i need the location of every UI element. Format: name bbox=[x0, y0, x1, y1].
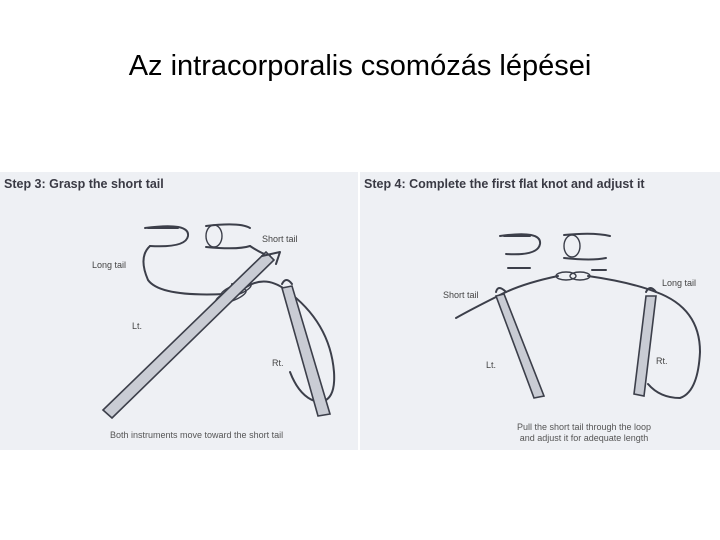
right-instrument bbox=[634, 288, 656, 396]
step-4-caption-line-1: Pull the short tail through the loop bbox=[516, 422, 652, 432]
long-tail-label: Long tail bbox=[662, 278, 697, 288]
step-4-caption-line-2: and adjust it for adequate length bbox=[519, 433, 649, 443]
tissue-stitch bbox=[145, 224, 250, 248]
left-instrument-label: Lt. bbox=[132, 321, 143, 331]
right-instrument-label: Rt. bbox=[272, 358, 284, 368]
left-instrument bbox=[103, 252, 280, 418]
flat-knot bbox=[556, 272, 590, 280]
short-tail-label: Short tail bbox=[262, 234, 298, 244]
step-3-caption: Both instruments move toward the short tail bbox=[110, 430, 284, 440]
left-instrument-label: Lt. bbox=[486, 360, 497, 370]
slide-title: Az intracorporalis csomózás lépései bbox=[128, 50, 592, 82]
step-3-illustration bbox=[0, 172, 358, 450]
step-3-panel bbox=[0, 172, 358, 450]
step-4-panel bbox=[360, 172, 720, 450]
step-4-illustration bbox=[360, 172, 720, 450]
step-4-caption bbox=[502, 422, 666, 444]
short-tail-label: Short tail bbox=[443, 290, 479, 300]
long-tail-suture bbox=[143, 246, 233, 294]
tissue-stitch bbox=[500, 234, 610, 270]
step-4-header: Step 4: Complete the first flat knot and adjust it bbox=[364, 177, 645, 191]
long-tail-label: Long tail bbox=[92, 260, 127, 270]
right-instrument-label: Rt. bbox=[656, 356, 668, 366]
left-instrument bbox=[496, 288, 544, 398]
step-3-header: Step 3: Grasp the short tail bbox=[4, 177, 164, 191]
